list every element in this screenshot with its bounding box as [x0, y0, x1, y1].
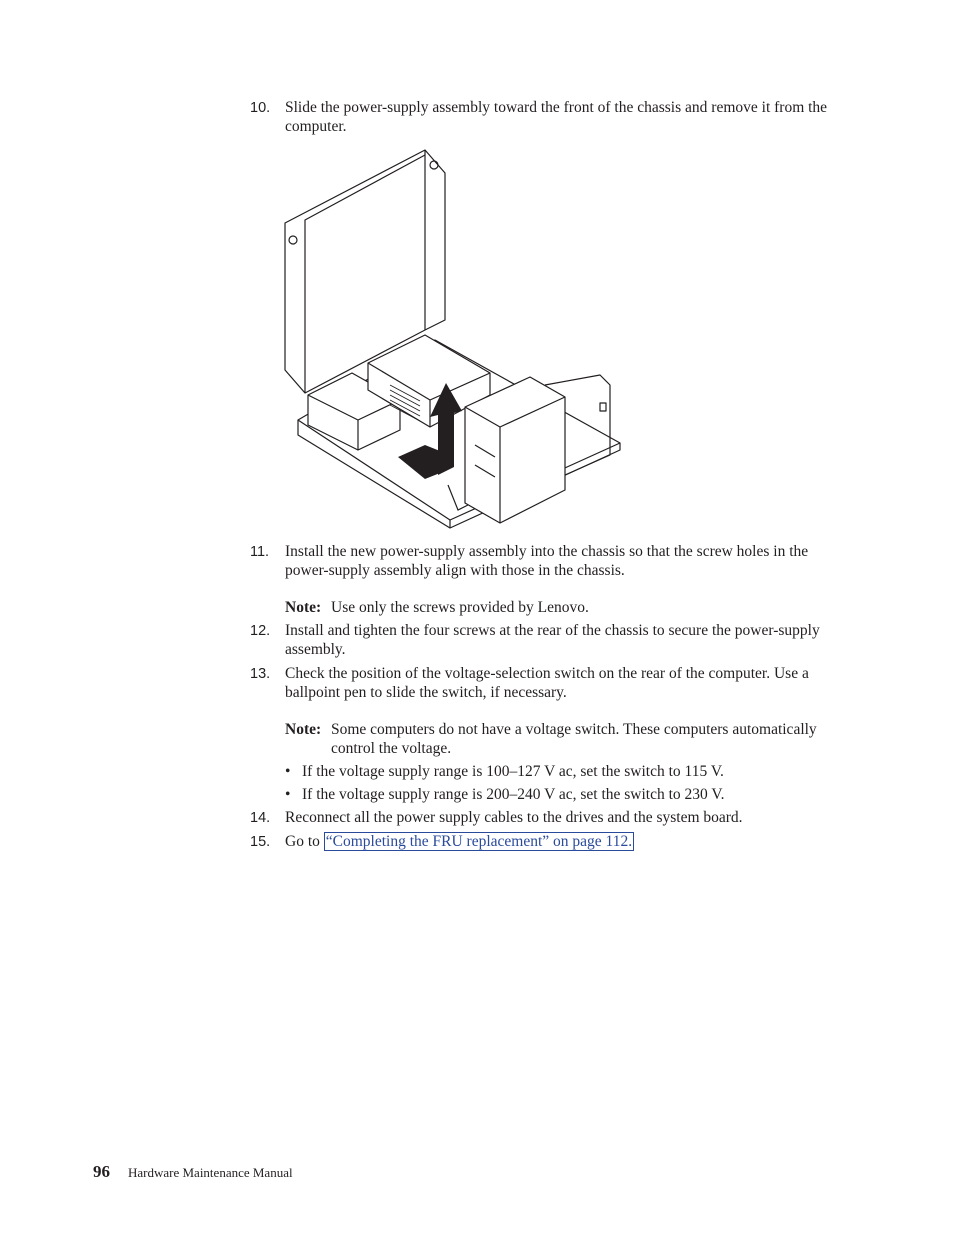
step-number: 11.: [250, 544, 270, 560]
step-text: Install the new power-supply assembly into the chassis so that the screw holes in the power-supply assembly align with those in the chassis.: [285, 543, 809, 579]
step-text: Slide the power-supply assembly toward the front of the chassis and remove it from the computer.: [285, 99, 828, 135]
note-label: Note:: [285, 721, 322, 738]
power-supply-removal-illustration: [280, 145, 625, 535]
note: [285, 599, 845, 618]
step-number: 10.: [250, 100, 271, 116]
step-number: 13.: [250, 666, 271, 682]
note-text: Use only the screws provided by Lenovo.: [331, 599, 589, 616]
page-footer: [93, 1162, 293, 1182]
page-number: 96: [93, 1162, 110, 1181]
step-15: [250, 833, 850, 852]
fru-completion-link[interactable]: “Completing the FRU replacement” on page 112.: [325, 833, 633, 850]
step-number: 15.: [250, 834, 271, 850]
step-12: [250, 622, 850, 659]
step-13: [250, 665, 850, 702]
manual-title: Hardware Maintenance Manual: [128, 1165, 293, 1180]
step-number: 14.: [250, 810, 271, 826]
note: [285, 721, 845, 757]
step-14: [250, 809, 850, 828]
bullet-text: If the voltage supply range is 200–240 V ac, set the switch to 230 V.: [302, 786, 725, 803]
step-text: Check the position of the voltage-selection switch on the rear of the computer. Use a ballpoint pen to slide the switch, if necessary.: [285, 665, 809, 701]
step-10: [250, 99, 850, 136]
note-label: Note:: [285, 599, 322, 616]
step-11: [250, 543, 850, 580]
note-text: Some computers do not have a voltage switch. These computers automatically control the voltage.: [331, 721, 817, 757]
step-text: Install and tighten the four screws at the rear of the chassis to secure the power-supply assembly.: [285, 622, 820, 658]
step-text: Reconnect all the power supply cables to the drives and the system board.: [285, 809, 743, 826]
bullet-item: • If the voltage supply range is 200–240 V ac, set the switch to 230 V.: [285, 786, 725, 803]
step-number: 12.: [250, 623, 271, 639]
step-text: Go to: [285, 833, 320, 850]
bullet-text: If the voltage supply range is 100–127 V ac, set the switch to 115 V.: [302, 763, 724, 780]
bullet-item: • If the voltage supply range is 100–127 V ac, set the switch to 115 V.: [285, 763, 724, 780]
